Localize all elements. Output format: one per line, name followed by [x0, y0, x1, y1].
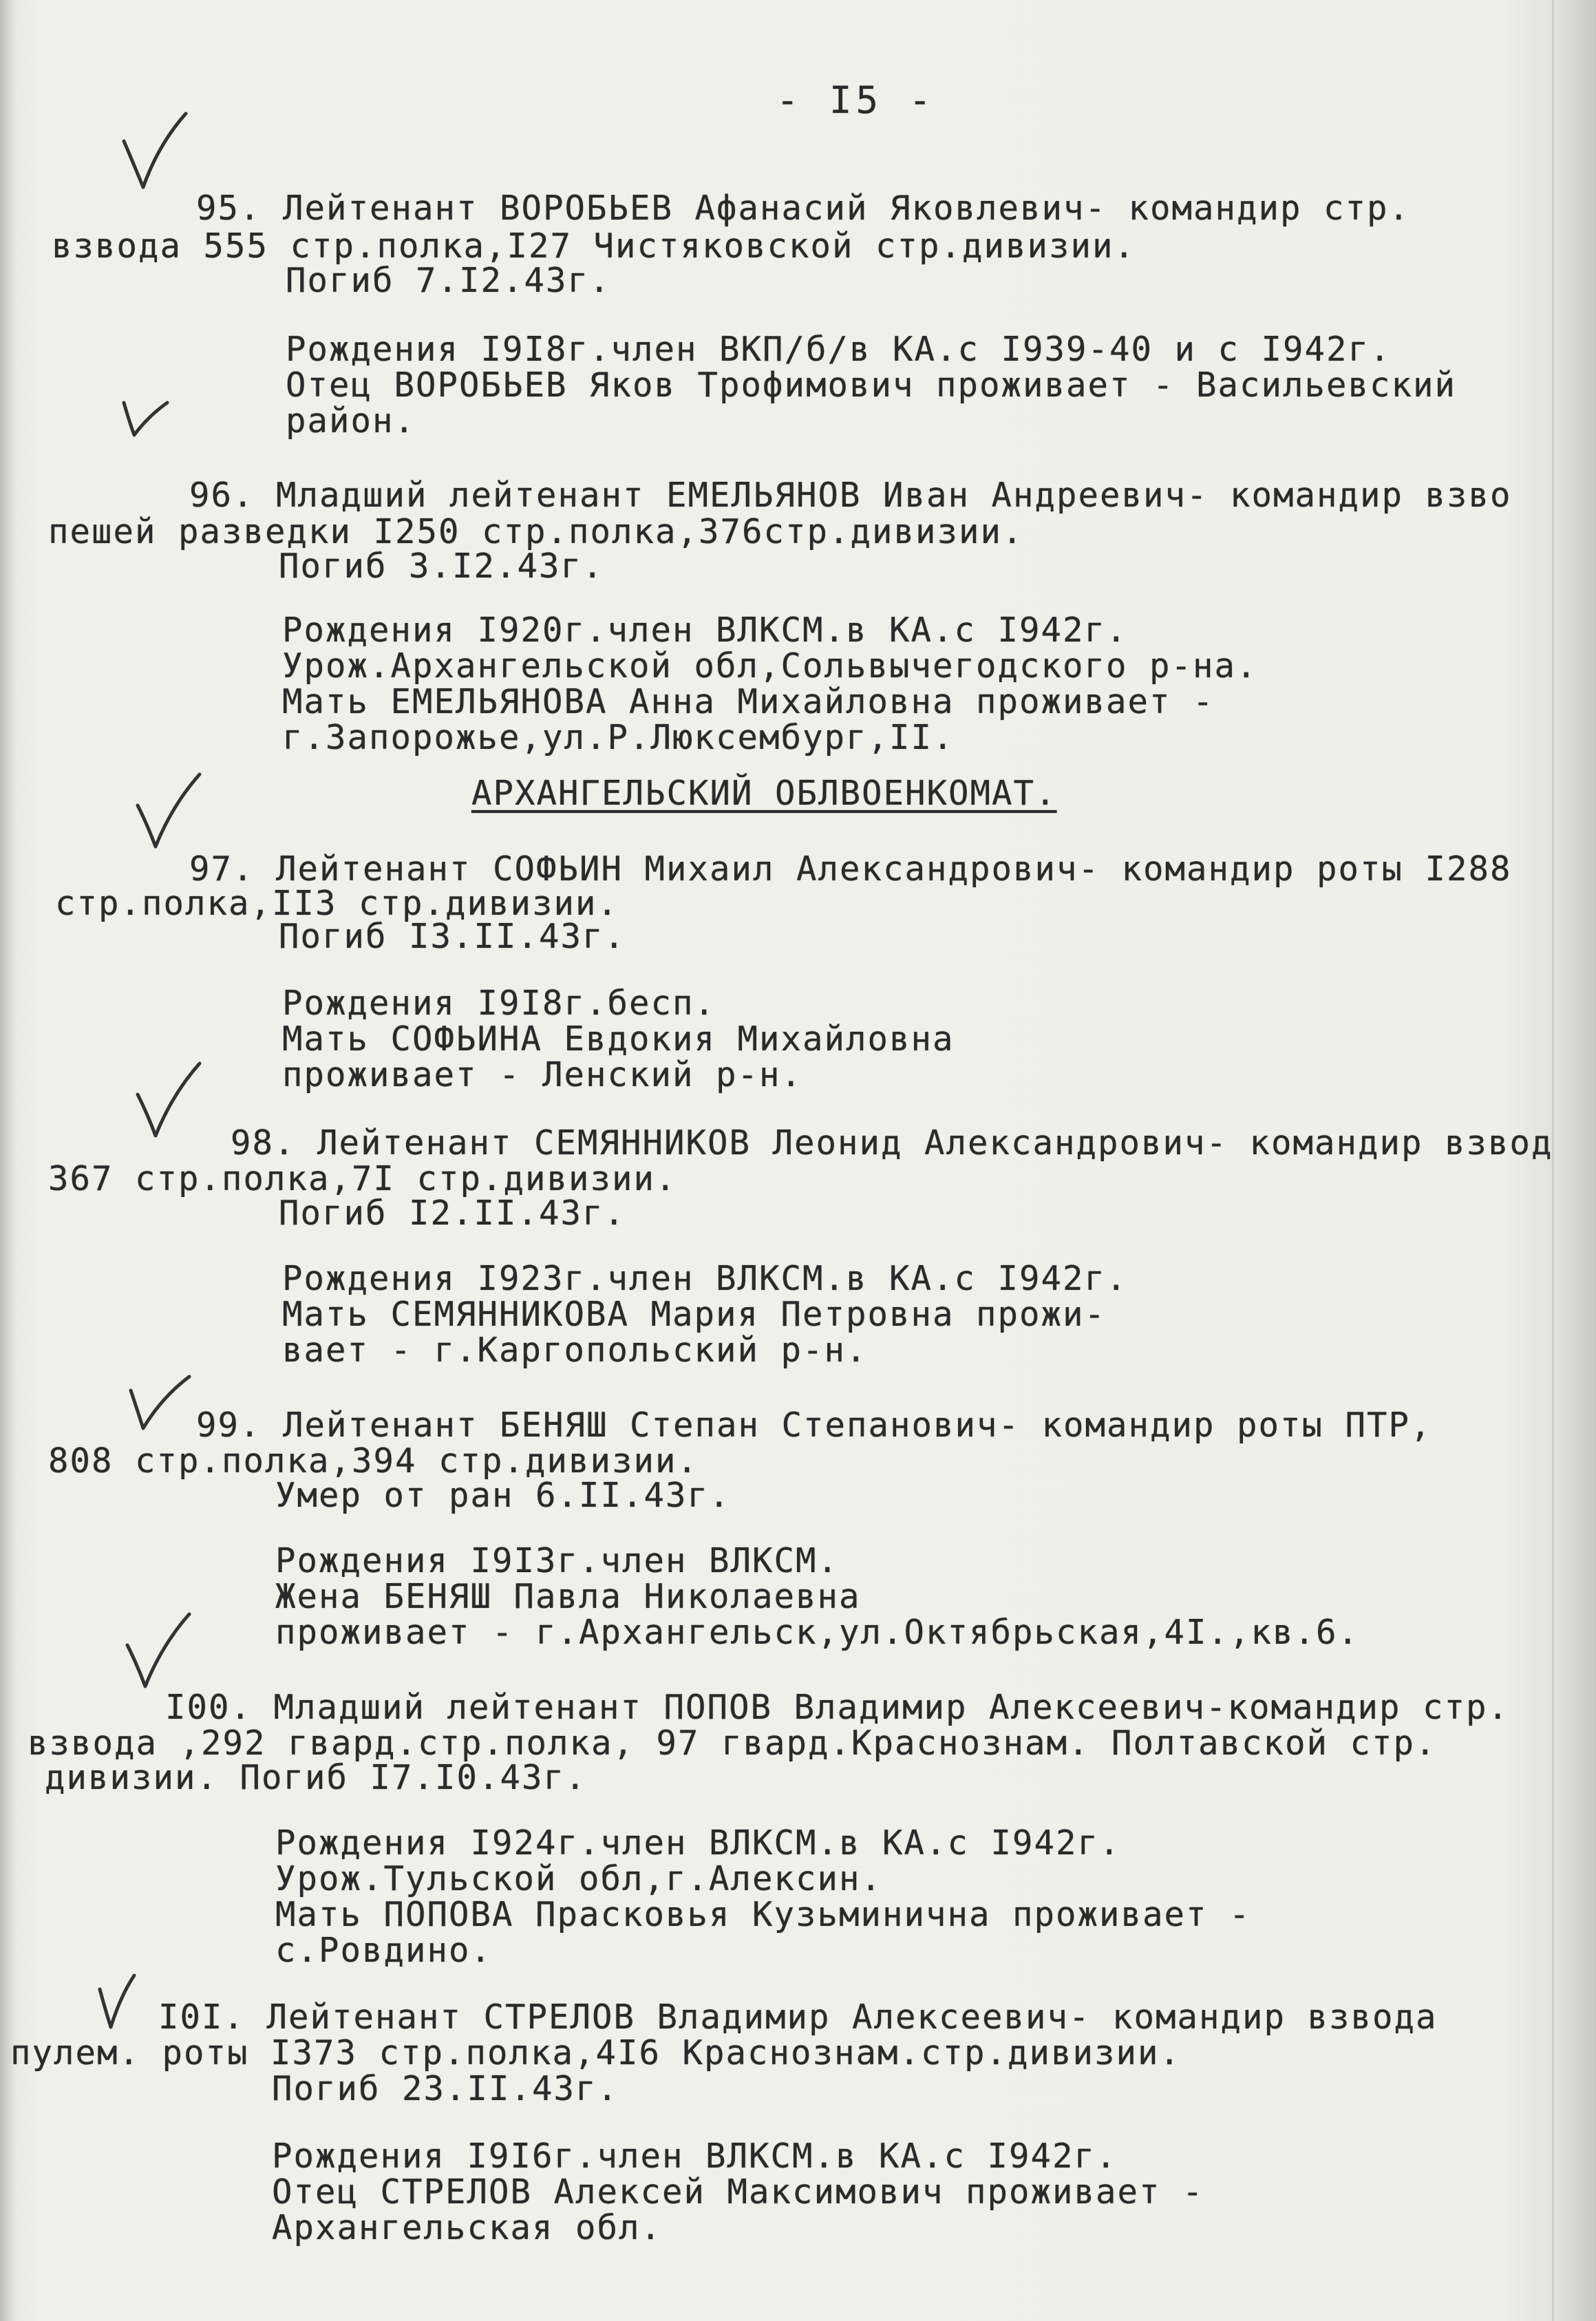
- entry-101-line-3: Погиб 23.II.43г.: [272, 2069, 619, 2108]
- entry-100-line-2: взвода ,292 гвард.стр.полка, 97 гвард.Краснознам. Полтавской стр.: [28, 1724, 1437, 1763]
- entry-98-info-3: вает - г.Каргопольский р-н.: [282, 1331, 868, 1370]
- entry-96-info-2: Урож.Архангельской обл,Сольвычегодского р-на.: [282, 646, 1258, 686]
- entry-95-line-1: 95. Лейтенант ВОРОБЬЕВ Афанасий Яковлевич- командир стр.: [196, 189, 1411, 228]
- entry-97-info-3: проживает - Ленский р-н.: [282, 1055, 803, 1094]
- entry-95-info-1: Рождения I9I8г.член ВКП/б/в КА.с I939-40 и с I942г.: [286, 330, 1392, 369]
- office-heading: АРХАНГЕЛЬСКИЙ ОБЛВОЕНКОМАТ.: [471, 774, 1057, 813]
- entry-100-line-1: I00. Младший лейтенант ПОПОВ Владимир Алексеевич-командир стр.: [165, 1688, 1510, 1727]
- entry-98-info-1: Рождения I923г.член ВЛКСМ.в КА.с I942г.: [282, 1259, 1128, 1298]
- entry-96-line-2: пешей разведки I250 стр.полка,376стр.дивизии.: [48, 512, 1024, 551]
- entry-99-line-1: 99. Лейтенант БЕНЯШ Степан Степанович- командир роты ПТР,: [196, 1406, 1432, 1445]
- entry-100-info-1: Рождения I924г.член ВЛКСМ.в КА.с I942г.: [275, 1823, 1121, 1863]
- check-mark-icon: [86, 1969, 162, 2051]
- entry-100-info-4: с.Ровдино.: [275, 1931, 493, 1970]
- entry-96-line-3: Погиб 3.I2.43г.: [279, 547, 604, 586]
- entry-95-info-2: Отец ВОРОБЬЕВ Яков Трофимович проживает - Васильевский: [286, 365, 1457, 405]
- entry-95-line-3: Погиб 7.I2.43г.: [286, 261, 611, 300]
- check-mark-icon: [114, 385, 189, 468]
- entry-100-line-3: дивизии. Погиб I7.I0.43г.: [45, 1758, 587, 1797]
- entry-96-info-3: Мать ЕМЕЛЬЯНОВА Анна Михайловна проживает -: [282, 682, 1215, 721]
- entry-97-line-2: стр.полка,II3 стр.дивизии.: [55, 884, 619, 923]
- check-mark-icon: [131, 1060, 206, 1143]
- entry-99-info-3: проживает - г.Архангельск,ул.Октябрьская,4I.,кв.6.: [275, 1613, 1360, 1652]
- entry-96-info-4: г.Запорожье,ул.Р.Люксембург,II.: [282, 718, 955, 757]
- entry-99-info-2: Жена БЕНЯШ Павла Николаевна: [275, 1577, 861, 1616]
- check-mark-icon: [131, 771, 206, 854]
- entry-101-line-2: пулем. роты I373 стр.полка,4I6 Краснознам.стр.дивизии.: [10, 2033, 1182, 2073]
- check-mark-icon: [120, 1611, 196, 1693]
- entry-101-line-1: I0I. Лейтенант СТРЕЛОВ Владимир Алексеевич- командир взвода: [158, 1997, 1438, 2037]
- entry-96-line-1: 96. Младший лейтенант ЕМЕЛЬЯНОВ Иван Андреевич- командир взво: [189, 476, 1512, 515]
- entry-101-info-2: Отец СТРЕЛОВ Алексей Максимович проживает -: [272, 2172, 1204, 2212]
- entry-100-info-2: Урож.Тульской обл,г.Алексин.: [275, 1859, 883, 1898]
- entry-96-info-1: Рождения I920г.член ВЛКСМ.в КА.с I942г.: [282, 611, 1128, 650]
- entry-98-line-3: Погиб I2.II.43г.: [279, 1194, 626, 1233]
- entry-95-line-2: взвода 555 стр.полка,I27 Чистяковской стр.дивизии.: [52, 226, 1136, 266]
- entry-98-line-1: 98. Лейтенант СЕМЯННИКОВ Леонид Александрович- командир взвод: [231, 1123, 1553, 1163]
- check-mark-icon: [117, 110, 193, 193]
- entry-99-line-3: Умер от ран 6.II.43г.: [275, 1476, 731, 1515]
- entry-99-info-1: Рождения I9I3г.член ВЛКСМ.: [275, 1541, 840, 1580]
- entry-99-line-2: 808 стр.полка,394 стр.дивизии.: [48, 1441, 699, 1481]
- entry-95-info-3: район.: [286, 401, 416, 441]
- entry-100-info-3: Мать ПОПОВА Прасковья Кузьминична проживает -: [275, 1895, 1251, 1934]
- entry-97-info-2: Мать СОФЬИНА Евдокия Михайловна: [282, 1019, 955, 1059]
- entry-97-line-3: Погиб I3.II.43г.: [279, 917, 626, 956]
- page-number: - I5 -: [776, 78, 936, 122]
- entry-98-line-2: 367 стр.полка,7I стр.дивизии.: [48, 1159, 677, 1198]
- entry-101-info-3: Архангельская обл.: [272, 2208, 663, 2247]
- entry-98-info-2: Мать СЕМЯННИКОВА Мария Петровна прожи-: [282, 1295, 1107, 1334]
- entry-97-line-1: 97. Лейтенант СОФЬИН Михаил Александрович- командир роты I288: [189, 849, 1512, 889]
- check-mark-icon: [124, 1370, 200, 1452]
- entry-101-info-1: Рождения I9I6г.член ВЛКСМ.в КА.с I942г.: [272, 2137, 1118, 2176]
- entry-97-info-1: Рождения I9I8г.бесп.: [282, 984, 716, 1023]
